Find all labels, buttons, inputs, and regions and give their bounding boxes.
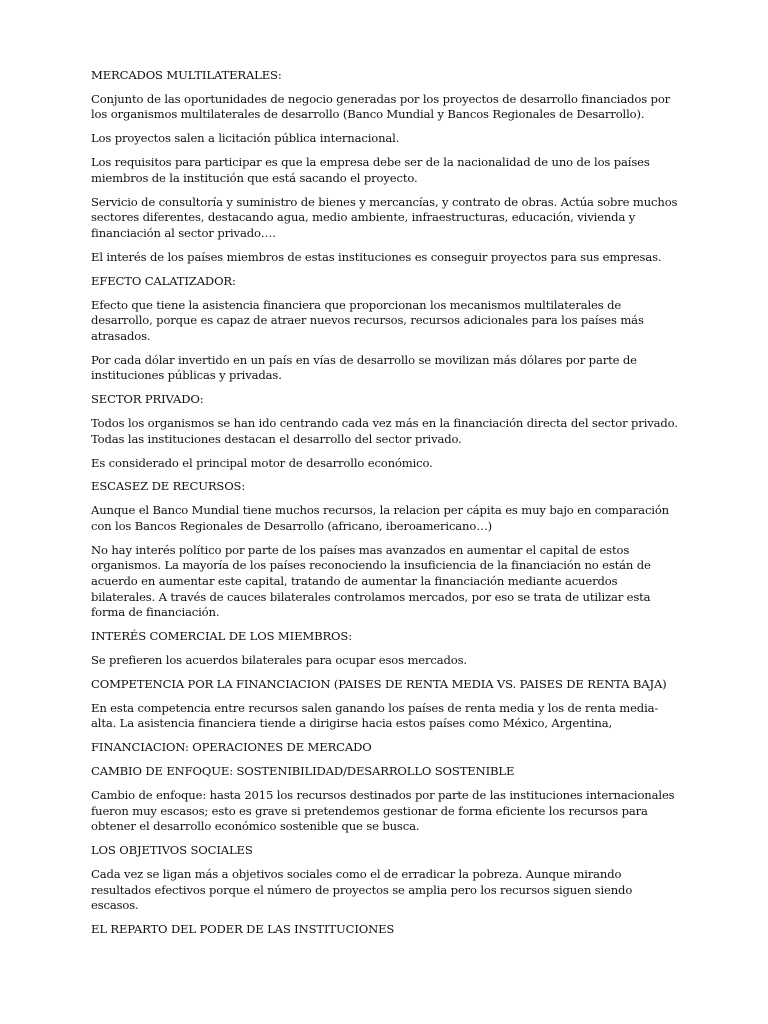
paragraph-interes-miembros: El interés de los países miembros de estas instituciones es conseguir proyectos para sus empresas. [91,249,662,264]
paragraph-cambio-enfoque: Cambio de enfoque: hasta 2015 los recursos destinados por parte de las instituciones internacionales fueron muy escasos; esto es grave si pretendemos gestionar de forma eficiente los recursos para obtener el desarrollo económico sostenible que se busca. [91,788,675,834]
paragraph-servicios: Servicio de consultoría y suministro de bienes y mercancías, y contrato de obras. Actúa sobre muchos sectores diferentes, destacando agua, medio ambiente, infraestructuras, educación, vivienda y financiación al sector privado…. [91,194,678,240]
paragraph-requisitos: Los requisitos para participar es que la empresa debe ser de la nacionalidad de uno de los países miembros de la institución que está sacando el proyecto. [91,155,650,185]
heading-mercados-multilaterales: MERCADOS MULTILATERALES: [91,68,282,82]
heading-efecto-calatizador: EFECTO CALATIZADOR: [91,273,236,288]
paragraph-objetivos-sociales: Cada vez se ligan más a objetivos sociales como el de erradicar la pobreza. Aunque mirando resultados efectivos porque el número de proyectos se amplia pero los recursos siguen siendo escasos. [91,866,633,913]
paragraph-motor-desarrollo: Es considerado el principal motor de desarrollo económico. [91,455,433,470]
heading-operaciones-mercado: FINANCIACION: OPERACIONES DE MERCADO [91,740,372,755]
paragraph-banco-mundial: Aunque el Banco Mundial tiene muchos recursos, la relacion per cápita es muy bajo en comparación con los Bancos Regionales de Desarrollo (africano, iberoamericano…) [91,503,669,533]
paragraph-acuerdos-bilaterales: Se prefieren los acuerdos bilaterales para ocupar esos mercados. [91,652,467,667]
paragraph-competencia: En esta competencia entre recursos salen ganando los países de renta media y los de renta media-alta. La asistencia financiera tiende a dirigirse hacia estos países como México, Argentina, [91,700,659,731]
paragraph-definicion: Conjunto de las oportunidades de negocio generadas por los proyectos de desarrollo financiados por los organismos multilaterales de desarrollo (Banco Mundial y Bancos Regionales de Desarrollo). [91,91,671,122]
heading-objetivos-sociales: LOS OBJETIVOS SOCIALES [91,843,253,858]
heading-sector-privado: SECTOR PRIVADO: [91,392,204,407]
heading-competencia-financiacion: COMPETENCIA POR LA FINANCIACION (PAISES DE RENTA MEDIA VS. PAISES DE RENTA BAJA) [91,676,667,691]
document-page [91,68,681,946]
paragraph-efecto: Efecto que tiene la asistencia financiera que proporcionan los mecanismos multilaterales de desarrollo, porque es capaz de atraer nuevos recursos, recursos adicionales para los países más atrasados. [91,297,644,343]
paragraph-organismos-sector-privado: Todos los organismos se han ido centrando cada vez más en la financiación directa del sector privado. Todas las instituciones destacan el desarrollo del sector privado. [91,416,678,446]
paragraph-interes-politico: No hay interés político por parte de los países mas avanzados en aumentar el capital de estos organismos. La mayoría de los países reconociendo la insuficiencia de la financiación no están de acuerdo en aumentar este capital, tratando de aumentar la financiación mediante acuerdos bilaterales. A través de cauces bilaterales controlamos mercados, por eso se trata de utilizar esta forma de financiación. [91,542,651,620]
paragraph-licitacion: Los proyectos salen a licitación pública internacional. [91,131,400,146]
heading-interes-comercial: INTERÉS COMERCIAL DE LOS MIEMBROS: [91,629,352,644]
heading-reparto-poder: EL REPARTO DEL PODER DE LAS INSTITUCIONES [91,922,395,937]
heading-escasez-recursos: ESCASEZ DE RECURSOS: [91,479,246,494]
paragraph-dolar-invertido: Por cada dólar invertido en un país en vías de desarrollo se movilizan más dólares por parte de instituciones públicas y privadas. [91,352,637,383]
heading-cambio-enfoque: CAMBIO DE ENFOQUE: SOSTENIBILIDAD/DESARROLLO SOSTENIBLE [91,764,515,779]
